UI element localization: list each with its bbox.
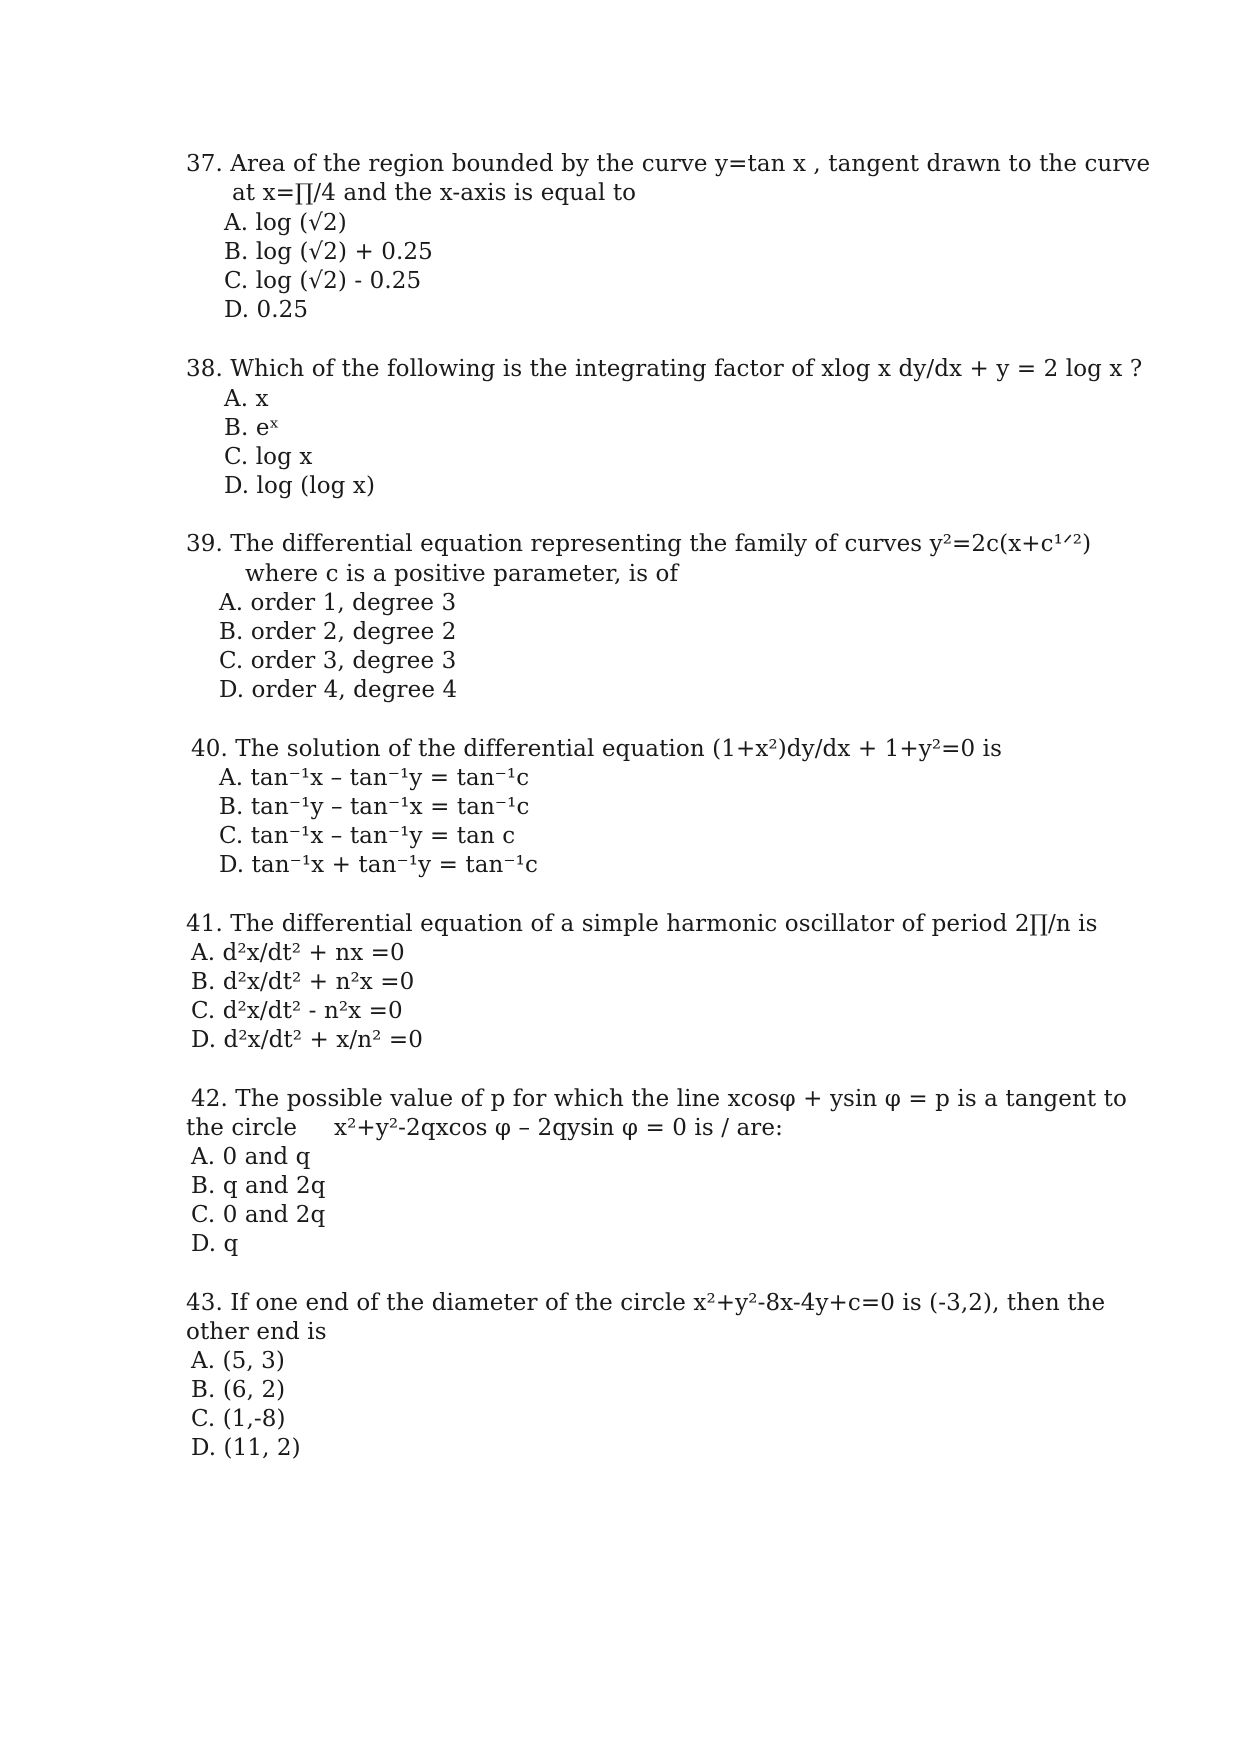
option-c: C. order 3, degree 3 [219, 648, 457, 674]
question-text: 37. Area of the region bounded by the curve y=tan x , tangent drawn to the curve [186, 151, 1151, 177]
question-text-continued: the circle [186, 1115, 298, 1141]
question-text: 43. If one end of the diameter of the circle x²+y²-8x-4y+c=0 is (-3,2), then the [186, 1290, 1106, 1316]
option-c: C. log x [224, 444, 313, 470]
option-b: B. tan⁻¹y – tan⁻¹x = tan⁻¹c [219, 794, 530, 820]
option-a: A. x [224, 386, 269, 412]
option-c: C. (1,-8) [191, 1406, 286, 1432]
option-a: A. (5, 3) [191, 1348, 285, 1374]
option-b: B. d²x/dt² + n²x =0 [191, 969, 415, 995]
option-b: B. log (√2) + 0.25 [224, 239, 433, 265]
option-d: D. 0.25 [224, 297, 309, 323]
option-b: B. eˣ [224, 415, 280, 441]
option-d: D. (11, 2) [191, 1435, 301, 1461]
option-d: D. tan⁻¹x + tan⁻¹y = tan⁻¹c [219, 852, 538, 878]
option-b: B. q and 2q [191, 1173, 326, 1199]
option-d: D. q [191, 1231, 239, 1257]
option-a: A. log (√2) [224, 210, 347, 236]
option-b: B. order 2, degree 2 [219, 619, 457, 645]
option-a: A. d²x/dt² + nx =0 [191, 940, 405, 966]
question-text-continued: other end is [186, 1319, 327, 1345]
question-text: 41. The differential equation of a simple harmonic oscillator of period 2∏/n is [186, 911, 1098, 937]
question-text: 38. Which of the following is the integrating factor of xlog x dy/dx + y = 2 log x ? [186, 356, 1143, 382]
question-text-continued: where c is a positive parameter, is of [245, 561, 679, 587]
option-c: C. d²x/dt² - n²x =0 [191, 998, 403, 1024]
option-c: C. log (√2) - 0.25 [224, 268, 422, 294]
circle-equation: x²+y²-2qxcos φ – 2qysin φ = 0 is / are: [334, 1115, 783, 1141]
option-d: D. log (log x) [224, 473, 376, 499]
question-text: 40. The solution of the differential equation (1+x²)dy/dx + 1+y²=0 is [191, 736, 1003, 762]
option-b: B. (6, 2) [191, 1377, 286, 1403]
option-a: A. order 1, degree 3 [219, 590, 457, 616]
option-d: D. d²x/dt² + x/n² =0 [191, 1027, 423, 1053]
option-a: A. tan⁻¹x – tan⁻¹y = tan⁻¹c [219, 765, 530, 791]
option-a: A. 0 and q [191, 1144, 311, 1170]
option-d: D. order 4, degree 4 [219, 677, 458, 703]
option-c: C. tan⁻¹x – tan⁻¹y = tan c [219, 823, 516, 849]
question-text-continued: at x=∏/4 and the x-axis is equal to [232, 180, 637, 206]
option-c: C. 0 and 2q [191, 1202, 326, 1228]
question-text: 39. The differential equation representing the family of curves y²=2c(x+c¹ᐟ²) [186, 531, 1092, 557]
question-text: 42. The possible value of p for which the line xcosφ + ysin φ = p is a tangent to [191, 1086, 1127, 1112]
